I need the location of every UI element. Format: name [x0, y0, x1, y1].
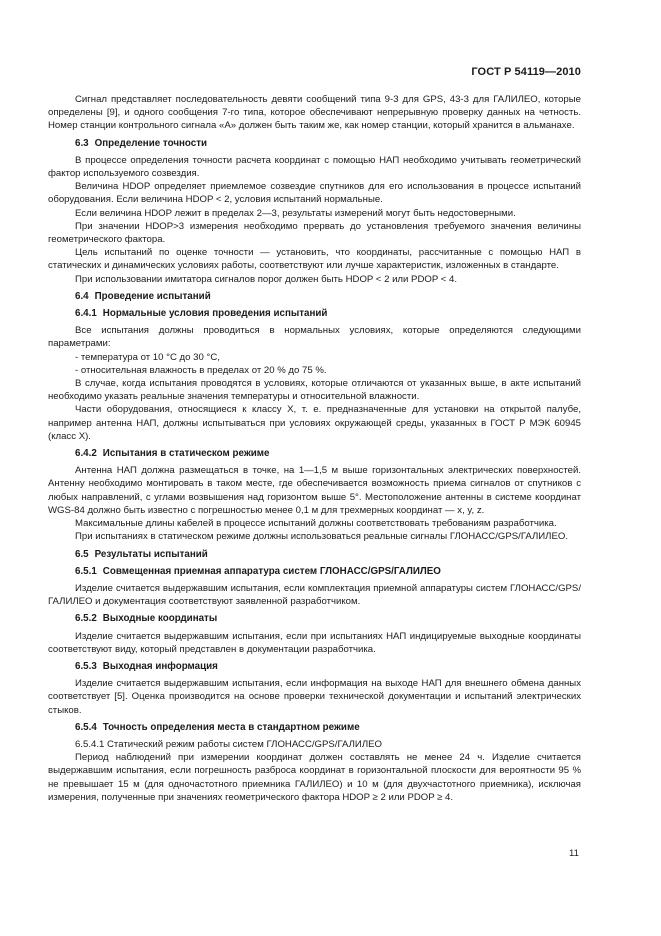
section-title: Выходная информация	[102, 660, 218, 672]
page-number: 11	[569, 848, 579, 859]
paragraph: Если величина HDOP лежит в пределах 2—3, результаты измерений могут быть недостоверными.	[75, 207, 516, 219]
section-title: Совмещенная приемная аппаратура систем ГЛОНАСС/GPS/ГАЛИЛЕО	[102, 565, 441, 577]
section-title: Определение точности	[94, 137, 208, 149]
section-number: 6.5.4	[75, 721, 97, 733]
section-heading	[48, 137, 581, 150]
section-title: Проведение испытаний	[94, 290, 211, 302]
section-heading	[48, 565, 581, 578]
paragraph: Изделие считается выдержавшим испытания, если информация на выходе НАП для внешнего обмена данных соответствует [5]. Оценка производится на основе проверки технической документации и испытаний электрических стыков.	[48, 678, 581, 716]
section-number: 6.5.1	[75, 565, 97, 577]
section-title: Точность определения места в стандартном режиме	[102, 721, 360, 733]
section-heading	[48, 290, 581, 303]
section-title: Нормальные условия проведения испытаний	[102, 308, 328, 320]
paragraph: В процессе определения точности расчета координат с помощью НАП необходимо учитывать геометрический фактор используемого созвездия.	[48, 154, 581, 180]
paragraph: Цель испытаний по оценке точности — установить, что координаты, рассчитанные с помощью НАП в статических и динамических условиях работы, соответствуют или лучше характеристик, изложенных в стандарте.	[48, 247, 581, 272]
paragraph: Изделие считается выдержавшим испытания, если при испытаниях НАП индицируемые выходные координаты соответствуют виду, который представлен в документации разработчика.	[48, 630, 581, 655]
paragraph: Все испытания должны проводиться в нормальных условиях, которые определяются следующими параметрами:	[48, 325, 581, 350]
paragraph: Части оборудования, относящиеся к классу X, т. е. предназначенные для установки на открытой палубе, например антенна НАП, должны испытываться при условиях окружающей среды, указанных в ГОСТ Р МЭК 60945 (класс X).	[48, 404, 581, 442]
paragraph: При использовании имитатора сигналов порог должен быть HDOP < 2 или PDOP < 4.	[75, 273, 457, 285]
paragraph: Максимальные длины кабелей в процессе испытаний должны соответствовать требованиям разработчика.	[75, 518, 557, 530]
paragraph: В случае, когда испытания проводятся в условиях, которые отличаются от указанных выше, в акте испытаний необходимо указать реальные значения температуры и относительной влажности.	[48, 378, 581, 403]
paragraph: Сигнал представляет последовательность девяти сообщений типа 9-3 для GPS, 43-3 для ГАЛИЛЕО, которые определены [9], и одного сообщения 7-го типа, которое обеспечивают непрерывную проверку данных на четность. Номер станции контрольного сигнала «А» должен быть таким же, как номер станции, который хранится в альманахе.	[48, 94, 581, 132]
paragraph: Период наблюдений при измерении координат должен составлять не менее 24 ч. Изделие считается выдержавшим испытания, если погрешность разброса координат в горизонтальной плоскости для вероятности 95 % не превышает 15 м (для одночастотного приемника ГАЛИЛЕО) и 10 м (для двухчастотного приемника), исключая измерения, полученные при значениях геометрического фактора HDOP ≥ 2 или PDOP ≥ 4.	[48, 752, 581, 803]
standard-header: ГОСТ Р 54119—2010	[471, 66, 581, 78]
section-heading	[48, 612, 581, 625]
paragraph: Изделие считается выдержавшим испытания, если комплектация приемной аппаратуры систем ГЛОНАСС/GPS/ГАЛИЛЕО и документация соответствуют заявленной разработчиком.	[48, 582, 581, 608]
list-item: - относительная влажность в пределах от 20 % до 75 %.	[75, 364, 327, 376]
list-item: - температура от 10 °С до 30 °С,	[75, 351, 220, 363]
paragraph: Антенна НАП должна размещаться в точке, на 1—1,5 м выше горизонтальных электрических поверхностей. Антенну необходимо монтировать в таком месте, где обеспечивается возможность приема сигналов от спутников с любых направлений, с углами возвышения над горизонтом выше 5°. Местоположение антенны в системе координат WGS-84 должно быть известно с погрешностью менее 0,1 м для трехмерных координат — x, y, z.	[48, 465, 581, 516]
page-content	[48, 93, 581, 804]
section-number: 6.5.3	[75, 660, 97, 672]
section-heading	[48, 307, 581, 320]
section-number: 6.4	[75, 290, 89, 302]
section-number: 6.3	[75, 137, 89, 149]
section-title: Испытания в статическом режиме	[102, 448, 270, 460]
section-number: 6.4.2	[75, 448, 97, 460]
section-title: Результаты испытаний	[94, 548, 208, 560]
paragraph: При значении HDOP>3 измерения необходимо прервать до установления требуемого значения величины геометрического фактора.	[48, 220, 581, 246]
paragraph: Величина HDOP определяет приемлемое созвездие спутников для его использования в процессе испытаний оборудования. Если величина HDOP < 2, условия испытаний нормальные.	[48, 181, 581, 206]
section-title: Выходные координаты	[102, 613, 218, 625]
section-number: 6.4.1	[75, 308, 97, 320]
section-number: 6.5.2	[75, 613, 97, 625]
section-number: 6.5	[75, 548, 89, 560]
section-heading	[48, 447, 581, 460]
section-heading	[48, 548, 581, 561]
section-heading	[48, 660, 581, 673]
subsection-title: 6.5.4.1 Статический режим работы систем ГЛОНАСС/GPS/ГАЛИЛЕО	[75, 738, 382, 750]
paragraph: При испытаниях в статическом режиме должны использоваться реальные сигналы ГЛОНАСС/GPS/ГАЛИЛЕО.	[75, 531, 568, 543]
section-heading	[48, 721, 581, 734]
